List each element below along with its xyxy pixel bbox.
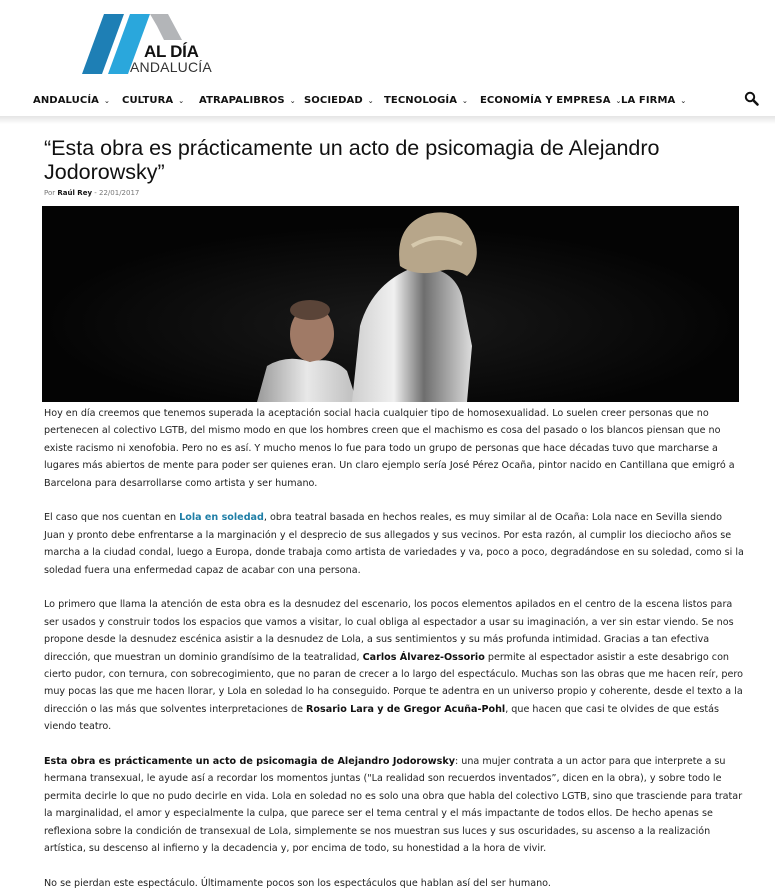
- chevron-down-icon: ⌄: [178, 97, 185, 105]
- logo-text-andalucia: ANDALUCÍA: [130, 59, 212, 75]
- author-link[interactable]: Raúl Rey: [57, 189, 93, 197]
- pull-quote: Esta obra es prácticamente un acto de psicomagia de Alejandro Jodorowsky: [44, 756, 455, 768]
- paragraph: Esta obra es prácticamente un acto de psicomagia de Alejandro Jodorowsky: una mujer contrata a un actor para que interprete a su hermana transexual, le ayude así a recordar los momentos juntas ("La realidad son recuerdos inventados”, dicen en la obra), y sobre todo le permita decirle lo que no pudo decirle en vida. Lola en soledad no es solo una obra que habla del colectivo LGTB, sino que trasciende para tratar la marginalidad, el amor y especialmente la culpa, que parece ser el tema central y el más impactante de todos ellos. De hecho apenas se reflexiona sobre la condición de transexual de Lola, simplemente se nos muestran sus luces y sus oscuridades, su ascenso a la realización artística, su descenso al infierno y la decadencia y, por encima de todo, su honestidad a la hora de vivir.: [44, 756, 743, 855]
- nav-item-cultura[interactable]: [122, 89, 184, 111]
- paragraph: El caso que nos cuentan en Lola en soledad, obra teatral basada en hechos reales, es muy similar al de Ocaña: Lola nace en Sevilla siendo Juan y pronto debe enfrentarse a la marginación y el desprecio de sus allegados y sus vecinos. Por esta razón, al cumplir los dieciocho años se marcha a la ciudad condal, luego a Europa, donde trabaja como artista de variedades y va, poco a poco, degradándose en su soledad, como si la soledad fuera una enfermedad capaz de acabar con una persona.: [44, 512, 744, 576]
- nav-item-tecnologia[interactable]: [384, 89, 468, 111]
- logo-text-al-dia: AL DÍA: [144, 42, 199, 61]
- search-button[interactable]: [744, 91, 760, 107]
- chevron-down-icon: ⌄: [462, 97, 469, 105]
- nav-label: LA FIRMA: [621, 94, 676, 106]
- nav-item-economia-y-empresa[interactable]: [480, 89, 622, 111]
- nav-label: TECNOLOGÍA: [384, 94, 458, 106]
- article-title: “Esta obra es prácticamente un acto de psicomagia de Alejandro Jodorowsky”: [44, 136, 660, 184]
- nav-label: ANDALUCÍA: [33, 94, 99, 106]
- chevron-down-icon: ⌄: [103, 97, 110, 105]
- chevron-down-icon: ⌄: [615, 97, 622, 105]
- nav-label: ECONOMÍA Y EMPRESA: [480, 94, 611, 106]
- nav-label: ATRAPALIBROS: [199, 94, 285, 106]
- meta-by: Por: [44, 189, 56, 197]
- stage-photo-illustration: [42, 206, 739, 402]
- meta-separator: -: [94, 189, 97, 197]
- site-logo[interactable]: [82, 14, 212, 76]
- search-icon: [744, 91, 760, 107]
- main-nav: [0, 89, 775, 111]
- nav-label: CULTURA: [122, 94, 174, 106]
- site-header: [0, 0, 775, 117]
- chevron-down-icon: ⌄: [289, 97, 296, 105]
- nav-label: SOCIEDAD: [304, 94, 363, 106]
- article-featured-image: [42, 206, 739, 402]
- nav-item-atrapalibros[interactable]: [199, 89, 296, 111]
- article-meta: [44, 189, 139, 197]
- lola-en-soledad-link[interactable]: Lola en soledad: [179, 512, 264, 524]
- paragraph: Hoy en día creemos que tenemos superada la aceptación social hacia cualquier tipo de homosexualidad. Lo suelen creer personas que no pertenecen al colectivo LGTB, del mismo modo en que los hombres creen que el machismo es cosa del pasado o los blancos piensan que no existe racismo ni xenofobia. Pero no es así. Y mucho menos lo fue para todo un grupo de personas que hace décadas tuvo que marcharse a lugares más abiertos de mente para poder ser quienes eran. Un claro ejemplo sería José Pérez Ocaña, pintor nacido en Cantillana que emigró a Barcelona para desarrollarse como artista y ser humano.: [44, 408, 735, 489]
- paragraph: Lo primero que llama la atención de esta obra es la desnudez del escenario, los pocos elementos apilados en el centro de la escena listos para ser usados y construir todos los espacios que vamos a visitar, lo cual obliga al espectador a usar su imaginación, a ver sin estar viendo. Se nos propone desde la desnudez escénica asistir a la desnudez de Lola, a sus sentimientos y su más profunda intimidad. Gracias a tan efectiva dirección, que muestran un dominio grandísimo de la teatralidad, Carlos Álvarez-Ossorio permite al espectador asistir a este desabrigo con cierto pudor, con ternura, con sobrecogimiento, que no paran de crecer a lo largo del espectáculo. Muchas son las obras que me hacen reír, pero muy pocas las que me hacen llorar, y Lola en soledad lo ha conseguido. Porque te adentra en un universo propio y coherente, desde el texto a la dirección o las más que solventes interpretaciones de Rosario Lara y de Gregor Acuña-Pohl, que hacen que casi te olvides de que estás viendo teatro.: [44, 599, 743, 733]
- nav-item-andalucia[interactable]: [33, 89, 110, 111]
- nav-item-la-firma[interactable]: [621, 89, 686, 111]
- chevron-down-icon: ⌄: [680, 97, 687, 105]
- publish-date: 22/01/2017: [99, 189, 140, 197]
- paragraph: No se pierdan este espectáculo. Últimamente pocos son los espectáculos que hablan así del ser humano.: [44, 877, 551, 889]
- cast-names: Rosario Lara y de Gregor Acuña-Pohl: [306, 703, 506, 715]
- chevron-down-icon: ⌄: [367, 97, 374, 105]
- director-name: Carlos Álvarez-Ossorio: [362, 651, 485, 663]
- article-body: [44, 405, 744, 891]
- header-divider: [0, 116, 775, 124]
- nav-item-sociedad[interactable]: [304, 89, 374, 111]
